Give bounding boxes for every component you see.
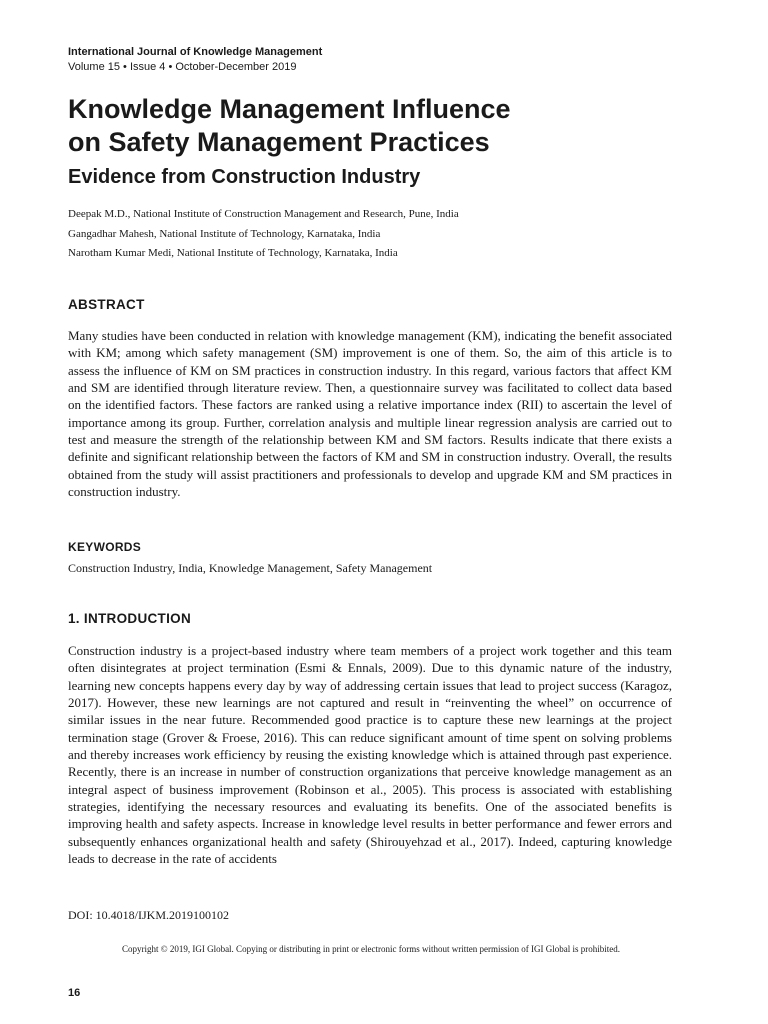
- author-affiliation: Narotham Kumar Medi, National Institute of Technology, Karnataka, India: [68, 247, 398, 259]
- journal-name: International Journal of Knowledge Management: [68, 46, 323, 58]
- article-title-line-1: Knowledge Management Influence: [68, 94, 511, 124]
- keywords-text: Construction Industry, India, Knowledge Management, Safety Management: [68, 561, 433, 575]
- introduction-text: Construction industry is a project-based industry where team members of a project work together and this team often disintegrates at project termination (Esmi & Ennals, 2009). Due to this dynamic nature of the industry, learning new concepts happens every day by way of addressing certain issues that lead to project success (Karagoz, 2017). However, these new learnings are not captured and result in “reinventing the wheel” on occurrence of similar issues in the near future. Recommended good practice is to capture these new learnings at the project termination stage (Grover & Froese, 2016). This can reduce significant amount of time spent on solving problems and thereby increases work efficiency by reusing the existing knowledge which is attained through past experience. Recently, there is an increase in number of construction organizations that perceive knowledge management as an integral aspect of business improvement (Robinson et al., 2005). This process is associated with establishing strategies, identifying the necessary resources and evaluating its benefits. One of the associated benefits is improving health and safety aspects. Increase in knowledge level results in better performance and fewer errors and subsequently enhances organizational health and safety (Shirouyehzad et al., 2017). Indeed, capturing knowledge leads to decrease in the rate of accidents: [68, 643, 672, 867]
- abstract-text: Many studies have been conducted in relation with knowledge management (KM), indicating the benefit associated with KM; among which safety management (SM) improvement is one of them. So, the aim of this article is to assess the influence of KM on SM practices in construction industry. In this regard, various factors that affect KM and SM are identified through literature review. Then, a questionnaire survey was facilitated to collect data based on the identified factors. These factors are ranked using a relative importance index (RII) to ascertain the level of importance among its group. Further, correlation analysis and multiple linear regression analysis are carried out to test and measure the strength of the relationship between KM and SM factors. Results indicate that there exists a definite and significant relationship between the factors of KM and SM in construction industry. Overall, the results obtained from the study will assist practitioners and professionals to develop and upgrade KM and SM practices in construction industry.: [68, 328, 672, 500]
- article-title-line-2: on Safety Management Practices: [68, 127, 490, 157]
- author-list: [68, 205, 459, 264]
- doi-text: DOI: 10.4018/IJKM.2019100102: [68, 908, 229, 922]
- copyright-notice: Copyright © 2019, IGI Global. Copying or distributing in print or electronic forms without written permission of IGI Global is prohibited.: [121, 944, 621, 954]
- page-number: 16: [68, 987, 81, 999]
- abstract-heading: ABSTRACT: [68, 297, 145, 312]
- journal-issue-info: Volume 15 • Issue 4 • October-December 2019: [68, 61, 297, 73]
- author-affiliation: Gangadhar Mahesh, National Institute of Technology, Karnataka, India: [68, 227, 381, 240]
- introduction-heading: 1. INTRODUCTION: [68, 611, 192, 626]
- keywords-heading: KEYWORDS: [68, 540, 142, 554]
- author-affiliation: Deepak M.D., National Institute of Construction Management and Research, Pune, India: [68, 208, 459, 220]
- article-title: [68, 93, 728, 159]
- article-subtitle: Evidence from Construction Industry: [68, 166, 421, 188]
